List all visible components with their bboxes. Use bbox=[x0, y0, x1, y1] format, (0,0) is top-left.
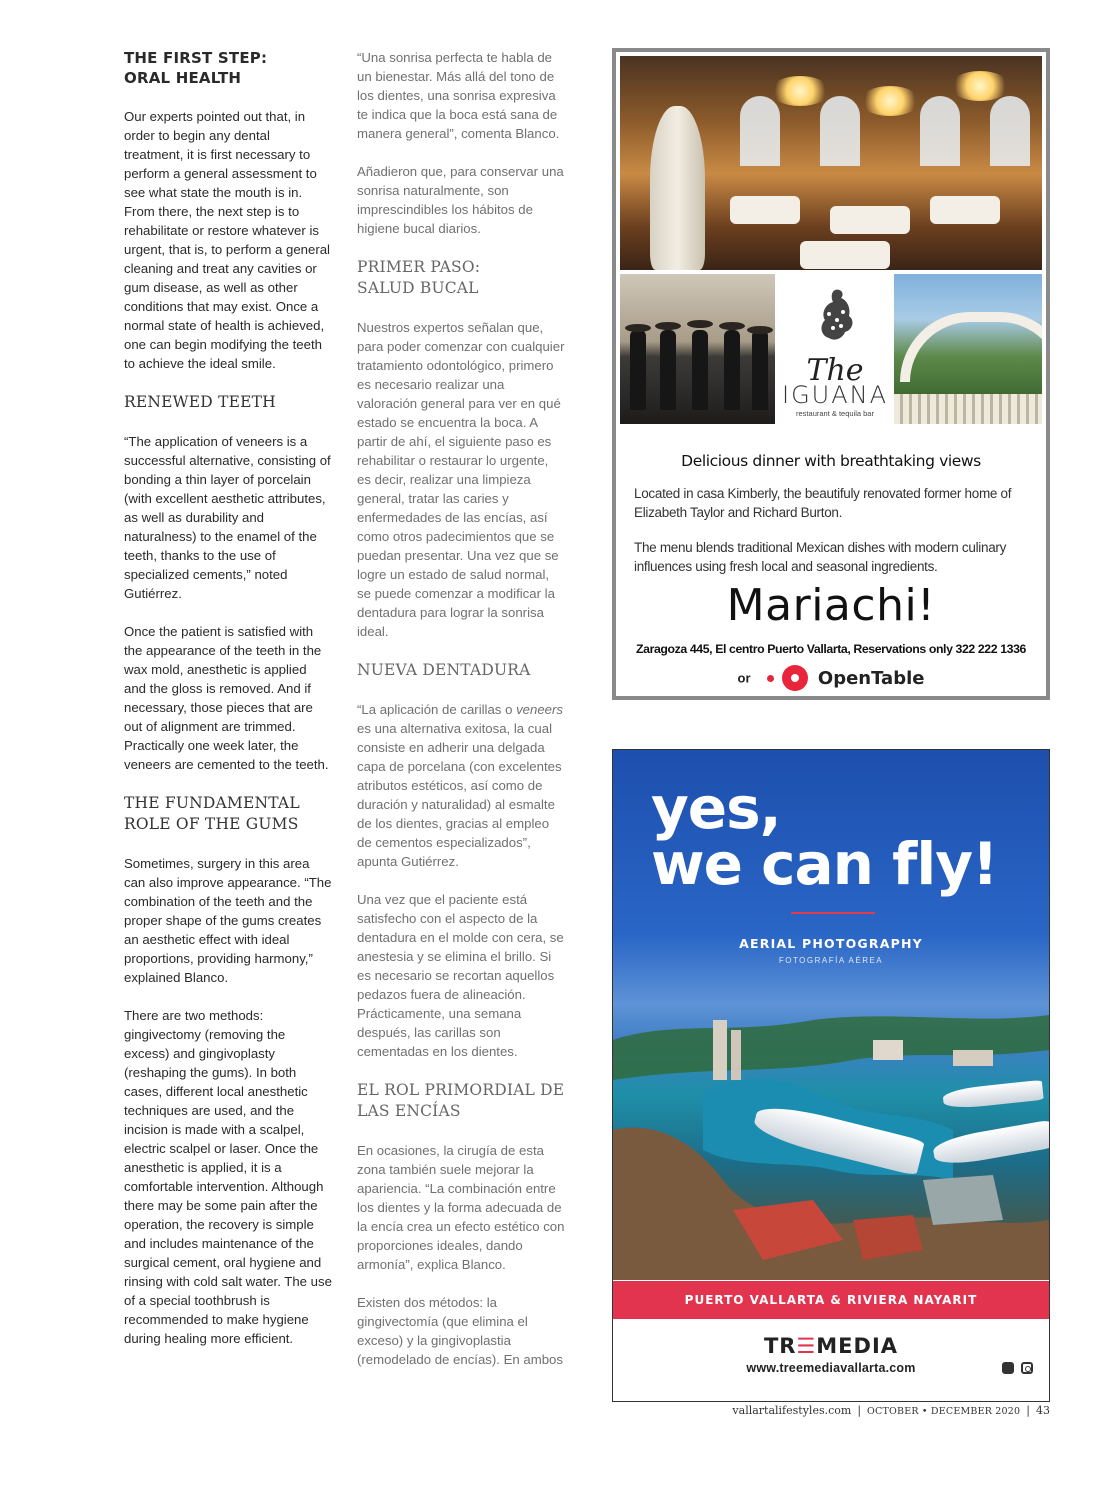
site-url[interactable]: vallartalifestyles.com bbox=[732, 1404, 852, 1417]
paragraph: Nuestros expertos señalan que, para poder comenzar con cualquier tratamiento odontológico, primero es necesario realizar una valoración general para ver en qué estado se encuentra la boca. A partir de ahí, el siguiente paso es rehabilitar o restaurar lo urgente, es decir, realizar una limpieza general, tratar las caries y enfermedades de las encías, así como otros padecimientos que se puedan presentar. Una vez que se logre un estado de salud normal, se puede comenzar a modificar la dentadura para lograr la sonrisa ideal. bbox=[357, 320, 565, 639]
paragraph: En ocasiones, la cirugía de esta zona también suele mejorar la apariencia. “La combinación entre los dientes y la forma adecuada de la encía crea un efecto estético con proporciones ideales, dando armonía”, explica Blanco. bbox=[357, 1143, 565, 1272]
iguana-logo: The IGUANA restaurant & tequila bar bbox=[780, 274, 890, 424]
divider bbox=[791, 912, 875, 914]
article-column-english bbox=[124, 48, 332, 1367]
paragraph: Sometimes, surgery in this area can also improve appearance. “The combination of the teeth and the proper shape of the gums creates an aesthetic effect with ideal proportions, providing harmony,” explained Blanco. bbox=[124, 856, 332, 985]
facebook-icon[interactable] bbox=[1002, 1362, 1014, 1374]
heading-renewed-teeth: RENEWED TEETH bbox=[124, 393, 276, 411]
opentable-link[interactable]: or OpenTable bbox=[616, 665, 1046, 697]
ad-address: Zaragoza 445, El centro Puerto Vallarta, Reservations only 322 222 1336 bbox=[636, 642, 1026, 656]
instagram-icon[interactable] bbox=[1021, 1362, 1033, 1374]
heading-nueva-dentadura: NUEVA DENTADURA bbox=[357, 661, 531, 679]
paragraph: “La aplicación de carillas o veneers es una alternativa exitosa, la cual consiste en adherir una delgada capa de porcelana (con excelentes atributos estéticos, así como de duración y naturalidad) al esmalte de los dientes, gracias al empleo de cementos especializados”, apunta Gutiérrez. bbox=[357, 702, 563, 869]
dot-icon bbox=[767, 675, 774, 682]
heading-primer-paso: PRIMER PASO: SALUD BUCAL bbox=[357, 258, 481, 297]
page-footer: vallartalifestyles.com | OCTOBER • DECEMBER 2020 | 43 bbox=[732, 1404, 1050, 1417]
treemedia-advertisement bbox=[612, 749, 1050, 1402]
heading-role-of-gums: THE FUNDAMENTAL ROLE OF THE GUMS bbox=[124, 794, 300, 833]
mariachi-band-photo bbox=[620, 274, 775, 424]
treemedia-website-link[interactable]: www.treemediavallarta.com bbox=[746, 1361, 916, 1375]
article-column-spanish bbox=[357, 48, 565, 1388]
heading-first-step: THE FIRST STEP: ORAL HEALTH bbox=[124, 49, 268, 87]
region-band: PUERTO VALLARTA & RIVIERA NAYARIT bbox=[613, 1281, 1049, 1319]
page-number: 43 bbox=[1036, 1404, 1050, 1417]
paragraph: Existen dos métodos: la gingivectomía (que elimina el exceso) y la gingivoplastia (remodelado de encías). En ambos bbox=[357, 1295, 563, 1367]
paragraph: There are two methods: gingivectomy (removing the excess) and gingivoplasty (reshaping the gums). In both cases, different local anesthetic techniques are used, and the incision is made with a scalpel, electric scalpel or laser. Once the anesthetic is applied, it is a comfortable intervention. Although there may be some pain after the operation, the recovery is simple and includes maintenance of the surgical cement, oral hygiene and rinsing with cold salt water. The use of a special toothbrush is recommended to make hygiene during healing more efficient. bbox=[124, 1008, 332, 1346]
terrace-view-photo bbox=[894, 274, 1042, 424]
paragraph: Once the patient is satisfied with the appearance of the teeth in the wax mold, anesthetic is applied and the gloss is removed. And if necessary, those pieces that are out of alignment are trimmed. Practically one week later, the veneers are cemented to the teeth. bbox=[124, 624, 329, 772]
ad-body-text: Located in casa Kimberly, the beautifuly renovated former home of Elizabeth Taylor and Richard Burton. bbox=[634, 486, 1012, 520]
treemedia-logo: TR☰MEDIA bbox=[763, 1334, 899, 1358]
issue-date: OCTOBER • DECEMBER 2020 bbox=[867, 1406, 1021, 1417]
service-title: AERIAL PHOTOGRAPHY bbox=[739, 936, 923, 951]
restaurant-dining-room-photo bbox=[620, 56, 1042, 270]
ad-headline: yes, we can fly! bbox=[651, 774, 998, 898]
ad-tagline: Delicious dinner with breathtaking views bbox=[681, 452, 981, 470]
heading-rol-primordial: EL ROL PRIMORDIAL DE LAS ENCÍAS bbox=[357, 1081, 565, 1120]
paragraph: “Una sonrisa perfecta te habla de un bienestar. Más allá del tono de los dientes, una sonrisa expresiva te indica que la boca está sana de manera general”, comenta Blanco. bbox=[357, 50, 560, 141]
aerial-photo-puerto-vallarta bbox=[613, 750, 1049, 1280]
service-subtitle: FOTOGRAFÍA AÉREA bbox=[778, 956, 884, 965]
iguana-advertisement bbox=[612, 48, 1050, 700]
ad-body-text: The menu blends traditional Mexican dishes with modern culinary influences using fresh local and seasonal ingredients. bbox=[634, 540, 1007, 574]
paragraph: “The application of veneers is a successful alternative, consisting of bonding a thin layer of porcelain (with excellent aesthetic attributes, as well as durability and naturalness) to the enamel of the teeth, thanks to the use of specialized cements,” noted Gutiérrez. bbox=[124, 434, 331, 601]
paragraph: Una vez que el paciente está satisfecho con el aspecto de la dentadura en el molde con cera, se anestesia y se elimina el brillo. Si es necesario se recortan aquellos pedazos fuera de alineación. Prácticamente, una semana después, las carillas son cementadas en los dientes. bbox=[357, 892, 564, 1059]
paragraph: Añadieron que, para conservar una sonrisa naturalmente, son imprescindibles los hábitos de higiene bucal diarios. bbox=[357, 164, 564, 236]
paragraph: Our experts pointed out that, in order to begin any dental treatment, it is first necessary to perform a general assessment to see what state the mouth is in. From there, the next step is to rehabilitate or restore whatever is urgent, that is, to perform a general cleaning and treat any cavities or gum disease, as well as other conditions that may exist. Once a normal state of health is achieved, one can begin modifying the teeth to achieve the ideal smile. bbox=[124, 109, 330, 371]
social-icons bbox=[999, 1361, 1033, 1379]
emphasis-veneers: veneers bbox=[516, 702, 563, 717]
ad-headline: Mariachi! bbox=[726, 580, 936, 631]
rooster-logo-icon bbox=[815, 286, 857, 346]
opentable-logo-icon bbox=[782, 665, 808, 691]
